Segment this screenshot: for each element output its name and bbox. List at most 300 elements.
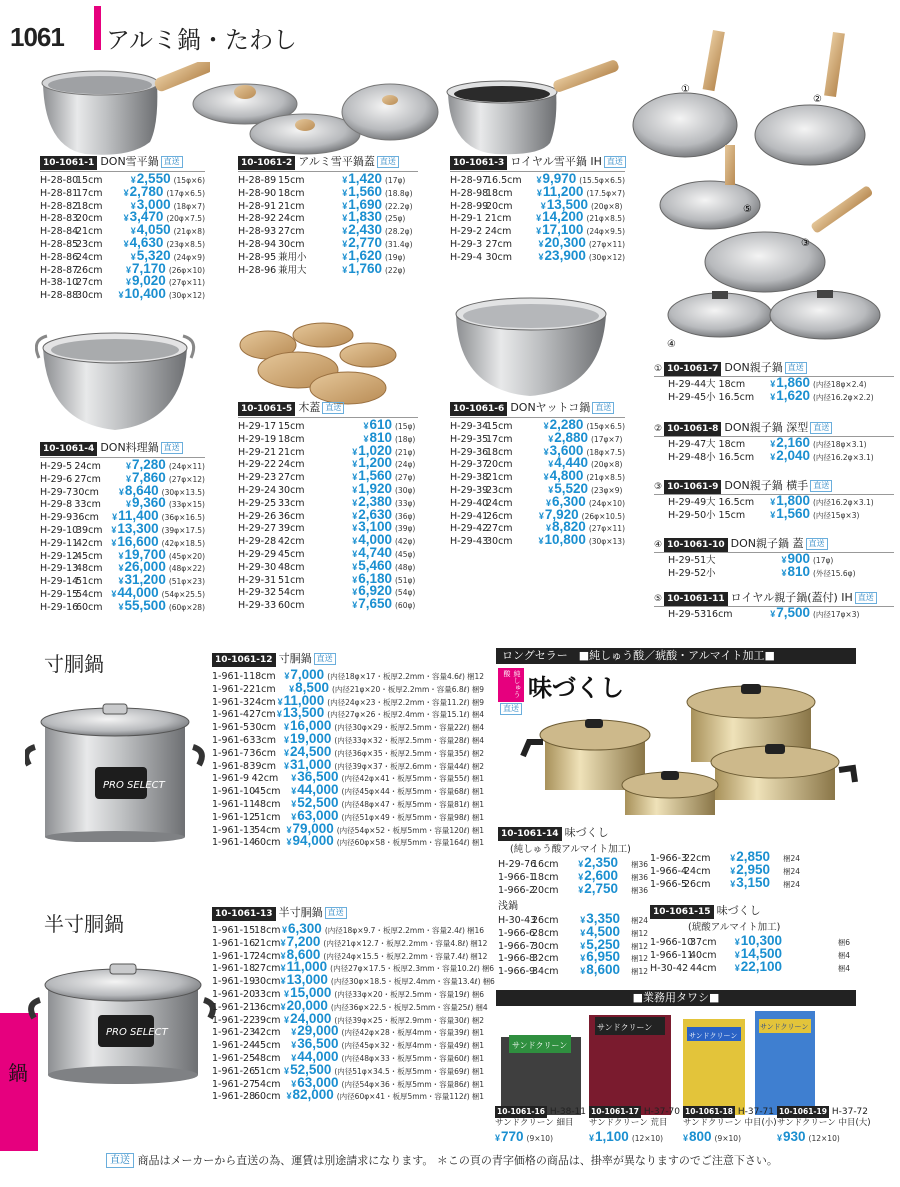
pack-qty: 梱1	[471, 774, 485, 784]
yen-sign: ¥	[291, 798, 297, 809]
item-dimensions: (内径15φ×3)	[813, 510, 860, 520]
item-code: H-29-11	[40, 537, 79, 549]
pack-qty: 梱36	[630, 885, 648, 895]
item-size: 24cm	[74, 461, 101, 472]
item-size: 大 16.5cm	[706, 497, 755, 508]
yen-sign: ¥	[126, 499, 132, 510]
item-size: 30cm	[254, 976, 281, 988]
item-dimensions: (20φ×7.5)	[166, 214, 205, 224]
item-size: 51cm	[254, 811, 281, 823]
item-size: 18cm	[254, 925, 281, 936]
pack-qty: 梱4	[471, 723, 484, 733]
table-row	[238, 183, 418, 199]
price: ¥610	[363, 417, 392, 432]
price: ¥16,000	[284, 718, 332, 734]
item-code: H-28-81	[40, 187, 79, 199]
price: ¥6,300	[282, 921, 322, 936]
product-code: 10-1061-9	[664, 480, 721, 494]
yen-sign: ¥	[730, 853, 736, 863]
item-dimensions: (30φ×13.5)	[161, 487, 205, 497]
item-size: 33cm	[249, 734, 276, 746]
yen-sign: ¥	[770, 497, 776, 507]
price: ¥3,350	[580, 911, 620, 926]
table-row	[238, 196, 418, 212]
item-code: H-37-71	[734, 1107, 775, 1117]
item-code: 1-966-8	[498, 953, 536, 965]
pack-qty: 梱24	[782, 866, 800, 876]
table-row	[450, 429, 625, 445]
tawashi-pkg-brand-3: サンドクリーン	[689, 1032, 738, 1040]
pack-qty: 梱1	[471, 838, 484, 848]
item-dimensions: (内径24φ×23・板厚2.2mm・容量11.2ℓ)	[327, 697, 470, 707]
price-table	[212, 921, 495, 1103]
price: ¥1,800	[770, 493, 810, 508]
item-size: 42cm	[278, 536, 305, 548]
product-code: 10-1061-17	[591, 1107, 639, 1116]
item-code: H-29-37	[450, 459, 489, 471]
price: ¥15,000	[284, 984, 332, 1000]
pack-qty: 梱1	[471, 825, 484, 835]
item-size: 20cm	[486, 459, 513, 471]
yen-sign: ¥	[289, 683, 295, 694]
item-dimensions: (30φ×12)	[588, 252, 626, 262]
yen-sign: ¥	[342, 187, 348, 198]
item-code: 1-961-27	[212, 1078, 256, 1090]
yen-sign: ¥	[781, 555, 787, 565]
item-code: 1-961-24	[212, 1040, 256, 1052]
item-code: H-29-48	[668, 451, 707, 463]
item-size: 21cm	[254, 937, 281, 949]
item-size: 24cm	[486, 497, 513, 509]
yen-sign: ¥	[352, 523, 358, 534]
item-dimensions: (内径18φ×17・板厚2.2mm・容量4.6ℓ)	[327, 672, 465, 681]
table-row	[212, 720, 484, 733]
direct-ship-badge: 直送	[810, 480, 832, 492]
price: ¥1,830	[342, 209, 382, 225]
item-code: H-29-10	[40, 524, 79, 536]
item-size: 48cm	[278, 561, 305, 573]
direct-ship-badge: 直送	[161, 156, 183, 168]
item-code: 1-966-9	[498, 966, 536, 978]
item-dimensions: (27φ×11)	[168, 278, 205, 288]
yen-sign: ¥	[111, 588, 117, 599]
pack-qty: (9×10)	[714, 1134, 741, 1143]
item-dimensions: (内径45φ×32・板厚4mm・容量49ℓ)	[341, 1041, 470, 1051]
yen-sign: ¥	[284, 671, 290, 681]
table-row	[40, 482, 205, 498]
product-block-don-yattoko	[450, 401, 625, 547]
price: ¥23,900	[538, 247, 586, 263]
pack-qty: 梱4	[475, 1002, 488, 1012]
price: ¥3,100	[352, 519, 392, 535]
product-code: 10-1061-6	[450, 402, 507, 416]
yen-sign: ¥	[580, 953, 586, 964]
item-code: 1-961-13	[212, 824, 256, 836]
yen-sign: ¥	[352, 446, 358, 457]
item-size: 21cm	[76, 226, 103, 238]
price: ¥2,600	[578, 867, 618, 883]
item-dimensions: (内径48φ×47・板厚5mm・容量81ℓ)	[341, 799, 470, 809]
price: ¥2,160	[770, 435, 810, 450]
price-table	[450, 173, 625, 263]
callout-4: ④	[667, 339, 676, 350]
price-line	[683, 1129, 775, 1144]
price-table	[238, 419, 418, 611]
item-dimensions: (内径54φ×52・板厚5mm・容量120ℓ)	[336, 825, 470, 835]
table-row	[450, 196, 625, 212]
table-row	[654, 553, 894, 566]
price: ¥1,020	[352, 442, 392, 458]
table-row	[238, 598, 418, 611]
item-size: 17cm	[76, 187, 103, 199]
wooden-lid-image	[228, 310, 403, 410]
yen-sign: ¥	[548, 433, 554, 444]
item-code: 1-961-7	[212, 747, 250, 759]
table-row	[450, 224, 625, 237]
price: ¥11,400	[112, 508, 159, 524]
tawashi-header	[777, 1106, 869, 1118]
item-dimensions: (54φ)	[395, 588, 416, 598]
table-row	[212, 1038, 484, 1051]
table-row	[498, 964, 648, 977]
yen-sign: ¥	[536, 187, 542, 198]
table-row	[212, 756, 484, 772]
item-dimensions: (31.4φ)	[385, 239, 413, 249]
item-size: 60cm	[254, 1091, 281, 1103]
price: ¥1,620	[770, 387, 810, 403]
price: ¥6,950	[580, 949, 620, 965]
yen-sign: ¥	[282, 925, 288, 935]
product-code: 10-1061-4	[40, 442, 97, 456]
direct-ship-badge: 直送	[314, 653, 336, 665]
product-code: 10-1061-7	[664, 362, 721, 376]
table-row	[40, 196, 205, 212]
item-size: 27cm	[486, 523, 513, 535]
table-row	[450, 534, 625, 547]
item-size: 15cm	[278, 175, 305, 186]
table-row	[450, 480, 625, 496]
price: ¥800	[683, 1129, 712, 1144]
item-size: 23cm	[76, 238, 103, 250]
item-code: H-29-22	[238, 459, 277, 471]
item-code: 1-961-12	[212, 811, 256, 823]
product-code: 10-1061-19	[779, 1107, 827, 1116]
item-code: 1-961-19	[212, 976, 256, 988]
item-size: 51cm	[76, 576, 103, 588]
price: ¥810	[363, 429, 392, 445]
item-code: H-29-29	[238, 548, 277, 560]
item-size: 33cm	[254, 988, 281, 1000]
item-size: 26cm	[684, 878, 711, 890]
item-dimensions: (内径21φ×20・板厚2.2mm・容量6.8ℓ)	[331, 684, 470, 694]
item-size: 18cm	[278, 433, 305, 445]
item-size: 兼用大	[278, 264, 307, 276]
table-row	[212, 923, 484, 936]
price: ¥31,200	[118, 572, 166, 588]
product-block-oyako	[654, 361, 894, 403]
yen-sign: ¥	[342, 251, 348, 262]
pack-qty: 梱24	[630, 916, 648, 925]
price: ¥17,100	[536, 222, 584, 238]
item-code: H-29-15	[40, 588, 79, 600]
yen-sign: ¥	[578, 871, 584, 882]
table-row	[450, 457, 625, 470]
item-code: 1-961-6	[212, 734, 250, 746]
asanabe-label: 浅鍋	[498, 901, 518, 912]
table-row	[450, 211, 625, 224]
price: ¥14,200	[536, 209, 584, 225]
yen-sign: ¥	[538, 510, 544, 521]
table-row	[40, 173, 205, 186]
item-size: 42cm	[251, 773, 279, 785]
product-name: サンドクリーン 中目(大)	[777, 1118, 871, 1128]
hanzundo-heading: 半寸胴鍋	[44, 912, 124, 936]
item-code: 1-961-11	[212, 798, 256, 810]
price: ¥3,600	[543, 442, 584, 458]
direct-ship-badge: 直送	[377, 156, 399, 168]
table-row	[238, 247, 418, 263]
price: ¥4,050	[130, 222, 171, 238]
table-row	[40, 211, 205, 224]
yen-sign: ¥	[342, 226, 348, 237]
oyako-pan-image	[625, 30, 890, 325]
item-code: H-29-27	[238, 523, 277, 535]
yen-sign: ¥	[770, 509, 776, 520]
price: ¥4,000	[352, 532, 392, 548]
item-code: H-29-44	[668, 379, 707, 390]
item-dimensions: (27φ×11)	[588, 524, 625, 534]
yen-sign: ¥	[352, 600, 358, 611]
item-dimensions: (内径27φ×17.5・板厚2.3mm・容量10.2ℓ)	[330, 964, 480, 974]
item-size: 18cm	[249, 671, 276, 682]
item-dimensions: (17φ×6.5)	[166, 188, 205, 198]
price: ¥8,640	[118, 482, 159, 498]
yen-sign: ¥	[284, 734, 290, 745]
table-row	[40, 260, 205, 276]
price: ¥810	[781, 563, 810, 579]
item-size: 21cm	[484, 213, 512, 225]
item-code: H-29-38	[450, 472, 489, 484]
direct-ship-badge: 直送	[322, 402, 344, 414]
table-row	[212, 946, 488, 962]
pack-qty: 梱6	[481, 964, 495, 974]
item-code: H-29-13	[40, 563, 79, 575]
price: ¥7,650	[352, 596, 392, 612]
product-block-oyako	[654, 479, 894, 521]
item-size: 32cm	[532, 953, 559, 965]
pack-qty: 梱2	[471, 1015, 484, 1025]
item-code: H-28-99	[450, 200, 489, 212]
table-row	[212, 1010, 484, 1026]
table-row	[40, 546, 205, 562]
price: ¥1,560	[352, 468, 392, 484]
yen-sign: ¥	[130, 200, 136, 211]
item-code: 1-961-10	[212, 786, 256, 798]
product-subname: (純しゅう酸アルマイト加工)	[510, 844, 631, 855]
item-size: 54cm	[254, 1078, 281, 1090]
price: ¥2,630	[352, 506, 392, 522]
price: ¥2,040	[770, 447, 810, 463]
price: ¥4,800	[543, 468, 584, 484]
item-dimensions: (26φ×10)	[168, 265, 205, 275]
price: ¥1,200	[352, 455, 392, 471]
item-dimensions: (内径51φ×34.5・板厚5mm・容量69ℓ)	[334, 1066, 470, 1076]
price: ¥2,780	[123, 183, 164, 199]
item-code: H-29-35	[450, 433, 489, 445]
yen-sign: ¥	[126, 264, 132, 275]
item-dimensions: (内径39φ×25・板厚2.9mm・容量30ℓ)	[334, 1015, 470, 1025]
pack-qty: (12×10)	[808, 1134, 840, 1143]
product-header	[654, 361, 894, 377]
item-size: 30cm	[486, 536, 513, 548]
item-dimensions: (36φ×16.5)	[161, 513, 205, 523]
price: ¥31,000	[284, 756, 332, 772]
item-dimensions: (25φ)	[385, 214, 406, 224]
callout-1: ①	[681, 84, 690, 95]
callout-2: ②	[813, 94, 822, 105]
footer-note	[104, 1152, 778, 1168]
yen-sign: ¥	[276, 709, 282, 720]
item-size: 27cm	[249, 709, 276, 721]
table-row	[212, 959, 495, 975]
price: ¥94,000	[286, 833, 334, 849]
table-row	[212, 707, 484, 720]
tawashi-pkg-brand-4: サンドクリーン	[760, 1023, 809, 1031]
table-row	[654, 437, 894, 450]
pack-qty: 梱4	[471, 735, 484, 745]
table-row	[450, 234, 626, 250]
yen-sign: ¥	[363, 421, 369, 431]
item-code: 1-961-16	[212, 937, 256, 949]
yen-sign: ¥	[536, 213, 542, 224]
table-row	[498, 923, 648, 939]
item-dimensions: (18φ)	[395, 434, 416, 444]
item-size: 45cm	[254, 1040, 281, 1052]
price-table	[212, 669, 484, 848]
ajizukushi-logo: 味づくし	[528, 673, 624, 702]
yen-sign: ¥	[548, 484, 554, 495]
item-dimensions: (54φ×25.5)	[161, 589, 205, 599]
table-row	[40, 275, 205, 288]
item-code: 1-961-28	[212, 1091, 256, 1103]
item-dimensions: (15φ×6.5)	[586, 422, 625, 431]
item-code: 1-966-3	[650, 853, 688, 864]
item-dimensions: (内径42φ×41・板厚5mm・容量55ℓ)	[341, 774, 470, 784]
item-code: H-38-10	[40, 277, 79, 289]
price: ¥20,000	[280, 997, 328, 1013]
item-size: 27cm	[76, 277, 103, 289]
table-row	[654, 447, 894, 463]
product-block-don-yukihira	[40, 155, 205, 301]
price: ¥13,500	[276, 705, 325, 721]
item-size: 24cm	[278, 213, 305, 225]
yen-sign: ¥	[280, 937, 286, 948]
table-row	[212, 784, 484, 797]
item-dimensions: (30φ×13)	[588, 537, 625, 547]
item-code: H-29-30	[238, 561, 277, 573]
item-size: 大	[706, 555, 716, 566]
item-dimensions: (51φ)	[395, 575, 416, 585]
price: ¥8,500	[289, 679, 329, 695]
item-size: 16.5cm	[486, 175, 522, 186]
price-table	[40, 459, 205, 613]
item-code: H-29-34	[450, 421, 489, 432]
item-dimensions: (内径27φ×26・板厚2.4mm・容量15.1ℓ)	[327, 710, 470, 720]
price: ¥36,500	[291, 769, 339, 785]
item-dimensions: (21φ)	[395, 447, 416, 457]
item-code: H-29-25	[238, 497, 277, 509]
table-row	[238, 211, 418, 224]
item-code: H-29-21	[238, 446, 277, 458]
price: ¥24,000	[284, 1010, 332, 1026]
callout-number: ①	[654, 364, 663, 374]
item-dimensions: (45φ×20)	[168, 551, 205, 561]
item-size: 48cm	[76, 563, 103, 575]
yen-sign: ¥	[123, 213, 129, 224]
yen-sign: ¥	[280, 950, 286, 961]
price: ¥2,550	[130, 171, 171, 186]
callout-number: ②	[654, 424, 663, 434]
item-dimensions: (26φ×10.5)	[581, 511, 625, 521]
price: ¥14,500	[734, 945, 782, 961]
item-dimensions: (15φ×6)	[173, 176, 205, 185]
yen-sign: ¥	[118, 576, 124, 587]
yen-sign: ¥	[284, 760, 290, 771]
item-dimensions: (17φ)	[385, 176, 406, 185]
item-dimensions: (内径18φ×2.4)	[813, 380, 867, 389]
item-size: 26cm	[532, 915, 559, 926]
product-code: 10-1061-3	[450, 156, 507, 170]
item-size: 30cm	[249, 722, 276, 734]
yen-sign: ¥	[352, 459, 358, 470]
yen-sign: ¥	[352, 561, 358, 572]
price: ¥770	[495, 1129, 524, 1144]
price: ¥13,500	[540, 196, 588, 212]
item-size: 54cm	[76, 588, 103, 600]
tawashi-image	[493, 1007, 893, 1117]
page-number: 1061	[10, 22, 64, 52]
item-dimensions: (30φ)	[395, 485, 416, 495]
product-block-asanabe	[498, 897, 648, 977]
price: ¥1,860	[770, 375, 810, 390]
yen-sign: ¥	[781, 567, 787, 578]
tawashi-header	[495, 1106, 587, 1118]
price: ¥2,750	[578, 880, 618, 896]
price-table	[650, 935, 850, 973]
table-row	[40, 224, 205, 237]
table-row	[450, 521, 625, 534]
product-block-wooden-lid	[238, 401, 418, 611]
item-dimensions: (39φ×17.5)	[161, 525, 205, 535]
item-code: H-28-91	[238, 200, 277, 212]
item-dimensions: (33φ×15)	[168, 500, 205, 510]
item-dimensions: (36φ)	[395, 511, 416, 521]
item-code: H-29-12	[40, 550, 79, 562]
table-row	[654, 387, 894, 403]
yen-sign: ¥	[291, 1052, 297, 1063]
item-dimensions: (21φ×8.5)	[586, 214, 625, 224]
yen-sign: ¥	[546, 497, 552, 508]
zundo-heading: 寸胴鍋	[44, 652, 104, 676]
item-size: 40cm	[690, 949, 717, 961]
yen-sign: ¥	[342, 264, 348, 275]
item-code: H-29-39	[450, 484, 489, 496]
yen-sign: ¥	[123, 187, 129, 198]
item-code: 1-961-20	[212, 988, 256, 1000]
tawashi-banner: ■業務用タワシ■	[496, 990, 856, 1006]
pack-qty: 梱1	[471, 1053, 484, 1063]
item-code: H-29-47	[668, 439, 707, 450]
